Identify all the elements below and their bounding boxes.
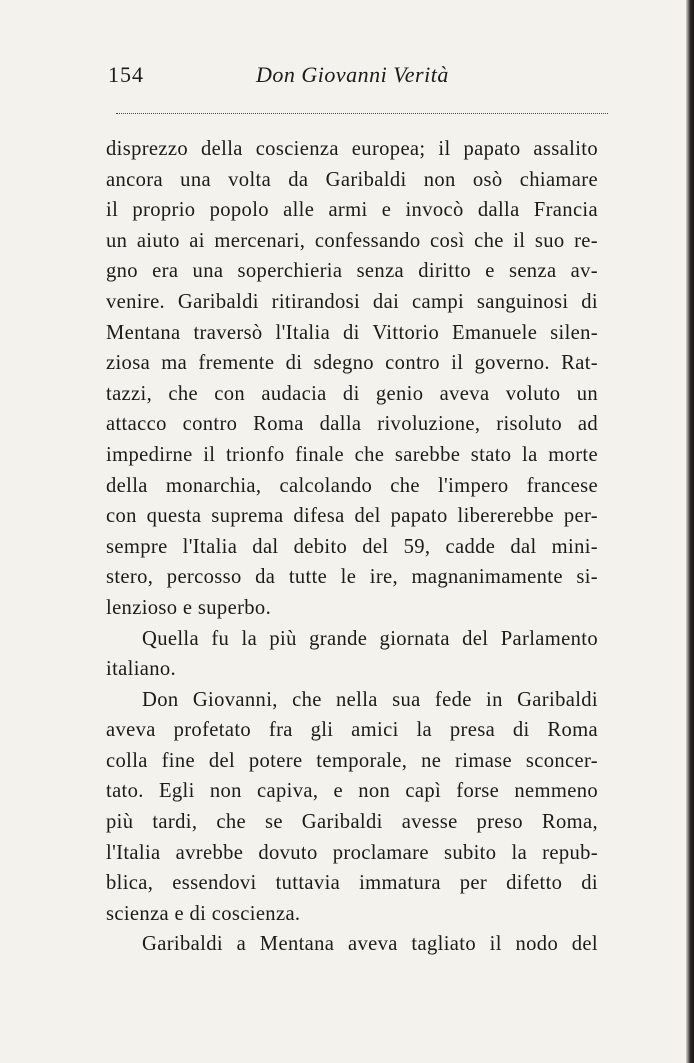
text-line: aveva profetato fra gli amici la presa di Roma <box>106 719 598 742</box>
text-line: con questa suprema difesa del papato libererebbe per- <box>106 505 598 528</box>
text-line: ziosa ma fremente di sdegno contro il governo. Rat- <box>106 352 598 375</box>
page-edge-shadow <box>686 0 694 1063</box>
text-line: gno era una soperchieria senza diritto e senza av- <box>106 260 598 283</box>
header-divider <box>116 113 608 114</box>
text-line: più tardi, che se Garibaldi avesse preso Roma, <box>106 811 598 834</box>
text-line: Garibaldi a Mentana aveva tagliato il nodo del <box>142 933 598 956</box>
text-line: Quella fu la più grande giornata del Parlamento <box>142 627 598 650</box>
text-line: Don Giovanni, che nella sua fede in Garibaldi <box>142 688 598 711</box>
running-head: Don Giovanni Verità <box>256 62 449 87</box>
text-line: venire. Garibaldi ritirandosi dai campi sanguinosi di <box>106 290 598 313</box>
text-line: tato. Egli non capiva, e non capì forse nemmeno <box>106 780 598 803</box>
body-text <box>106 134 598 960</box>
text-line: attacco contro Roma dalla rivoluzione, risoluto ad <box>106 413 598 436</box>
text-line: colla fine del potere temporale, ne rimase sconcer- <box>106 749 598 772</box>
page-header <box>108 62 606 98</box>
text-line: l'Italia avrebbe dovuto proclamare subito la repub- <box>106 841 598 864</box>
text-line: della monarchia, calcolando che l'impero francese <box>106 474 598 497</box>
text-line: sempre l'Italia dal debito del 59, cadde dal mini- <box>106 535 598 558</box>
text-line: ancora una volta da Garibaldi non osò chiamare <box>106 168 598 191</box>
text-line: italiano. <box>106 658 177 681</box>
text-line: Mentana traversò l'Italia di Vittorio Emanuele silen- <box>106 321 598 344</box>
text-line: lenzioso e superbo. <box>106 596 272 619</box>
text-line: il proprio popolo alle armi e invocò dalla Francia <box>106 199 598 222</box>
text-line: impedirne il trionfo finale che sarebbe stato la morte <box>106 443 598 466</box>
text-line: blica, essendovi tuttavia immatura per difetto di <box>106 872 598 895</box>
text-line: scienza e di coscienza. <box>106 902 301 925</box>
text-line: tazzi, che con audacia di genio aveva voluto un <box>106 382 598 405</box>
text-line: un aiuto ai mercenari, confessando così che il suo re- <box>106 229 598 252</box>
text-line: disprezzo della coscienza europea; il papato assalito <box>106 138 598 160</box>
text-line: stero, percosso da tutte le ire, magnanimamente si- <box>106 566 598 589</box>
page-number: 154 <box>108 62 144 87</box>
